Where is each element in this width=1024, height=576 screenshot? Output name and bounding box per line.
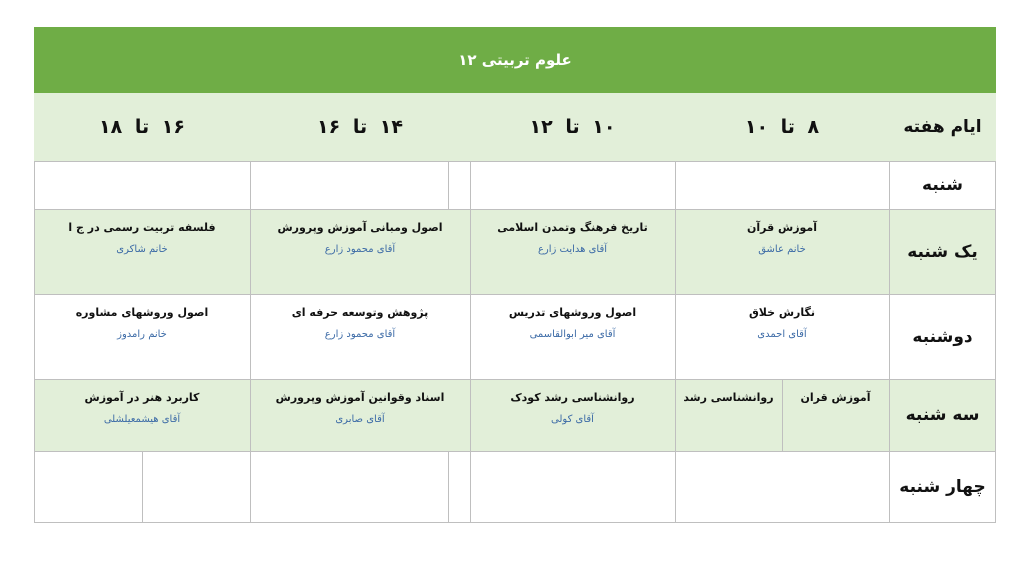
class-cell (34, 209, 250, 294)
row-saturday (34, 161, 996, 209)
class-cell (34, 379, 250, 451)
grid-line (34, 451, 996, 452)
day-label-sunday: یک شنبه (907, 241, 978, 262)
grid-line (34, 161, 35, 523)
row-wednesday (34, 451, 996, 523)
course-name: روانشناسی رشد کودک (510, 391, 635, 404)
class-cell (34, 294, 250, 379)
teacher-name: خانم عاشق (758, 244, 806, 255)
course-name: فلسفه تربیت رسمی در ج ا (68, 221, 216, 234)
grid-line (995, 161, 996, 523)
course-name: اسناد وقوانین آموزش وپرورش (275, 391, 445, 404)
teacher-name: آقای هدایت زارع (537, 244, 608, 255)
class-cell (250, 379, 470, 451)
grid-line (250, 161, 251, 523)
teacher-name: آقای محمود زارع (324, 329, 396, 340)
class-cell (675, 294, 889, 379)
row-monday (34, 294, 996, 379)
day-label-monday: دوشنبه (912, 326, 973, 347)
empty-cell (250, 161, 470, 209)
grid-line (34, 522, 996, 523)
class-cell (782, 379, 889, 451)
empty-cell (675, 161, 889, 209)
header-row (34, 93, 996, 161)
grid-line (782, 379, 783, 451)
teacher-name: آقای صابری (335, 414, 385, 425)
grid-line (34, 379, 996, 380)
grid-line (142, 451, 143, 523)
class-cell (675, 209, 889, 294)
slot-header-4: ۱۶ تا ۱۸ (99, 116, 185, 138)
teacher-name: آقای کولی (551, 414, 594, 425)
class-cell (470, 379, 675, 451)
day-label-saturday: شنبه (922, 175, 963, 195)
course-name: آموزش قران (800, 391, 871, 404)
slot-header-3: ۱۴ تا ۱۶ (317, 116, 403, 138)
day-label-tuesday: سه شنبه (905, 405, 980, 425)
empty-cell (675, 451, 889, 523)
row-sunday (34, 209, 996, 294)
grid-line (34, 161, 996, 162)
course-name: تاریخ فرهنگ وتمدن اسلامی (497, 221, 648, 234)
class-cell (470, 294, 675, 379)
course-name: اصول وروشهای مشاوره (75, 306, 209, 319)
grid-line (448, 161, 449, 209)
teacher-name: خانم شاکری (116, 244, 168, 255)
class-cell (675, 379, 782, 451)
teacher-name: آقای محمود زارع (324, 244, 396, 255)
teacher-name: آقای میر ابوالقاسمی (529, 329, 616, 340)
empty-cell (34, 161, 250, 209)
grid-line (675, 161, 676, 523)
class-cell (250, 294, 470, 379)
class-cell (470, 209, 675, 294)
row-tuesday (34, 379, 996, 451)
grid-line (470, 161, 471, 523)
table-title: علوم تربیتی ۱۲ (34, 27, 996, 93)
teacher-name: خانم رامدوز (117, 329, 167, 340)
teacher-name: آقای احمدی (757, 329, 807, 340)
grid-line (34, 294, 996, 295)
slot-header-1: ۸ تا ۱۰ (744, 116, 820, 138)
course-name: نگارش خلاق (748, 306, 816, 319)
grid-line (448, 451, 449, 523)
course-name: پژوهش وتوسعه حرفه ای (291, 306, 429, 319)
day-label-wednesday: چهار شنبه (899, 477, 986, 497)
course-name: آموزش قرآن (746, 221, 818, 234)
course-name: اصول ومبانی آموزش وپرورش (277, 221, 443, 234)
schedule-table (34, 27, 996, 523)
course-name: کاربرد هنر در آموزش (84, 391, 200, 404)
course-name: روانشناسی رشد (683, 391, 774, 404)
grid-line (34, 209, 996, 210)
day-column-header: ایام هفته (903, 117, 982, 137)
empty-cell (250, 451, 470, 523)
class-cell (250, 209, 470, 294)
slot-header-2: ۱۰ تا ۱۲ (529, 116, 616, 138)
course-name: اصول وروشهای تدریس (508, 306, 637, 319)
grid-line (889, 161, 890, 523)
empty-cell (470, 161, 675, 209)
empty-cell (470, 451, 675, 523)
teacher-name: آقای هیشمعیلشلی (103, 414, 181, 425)
